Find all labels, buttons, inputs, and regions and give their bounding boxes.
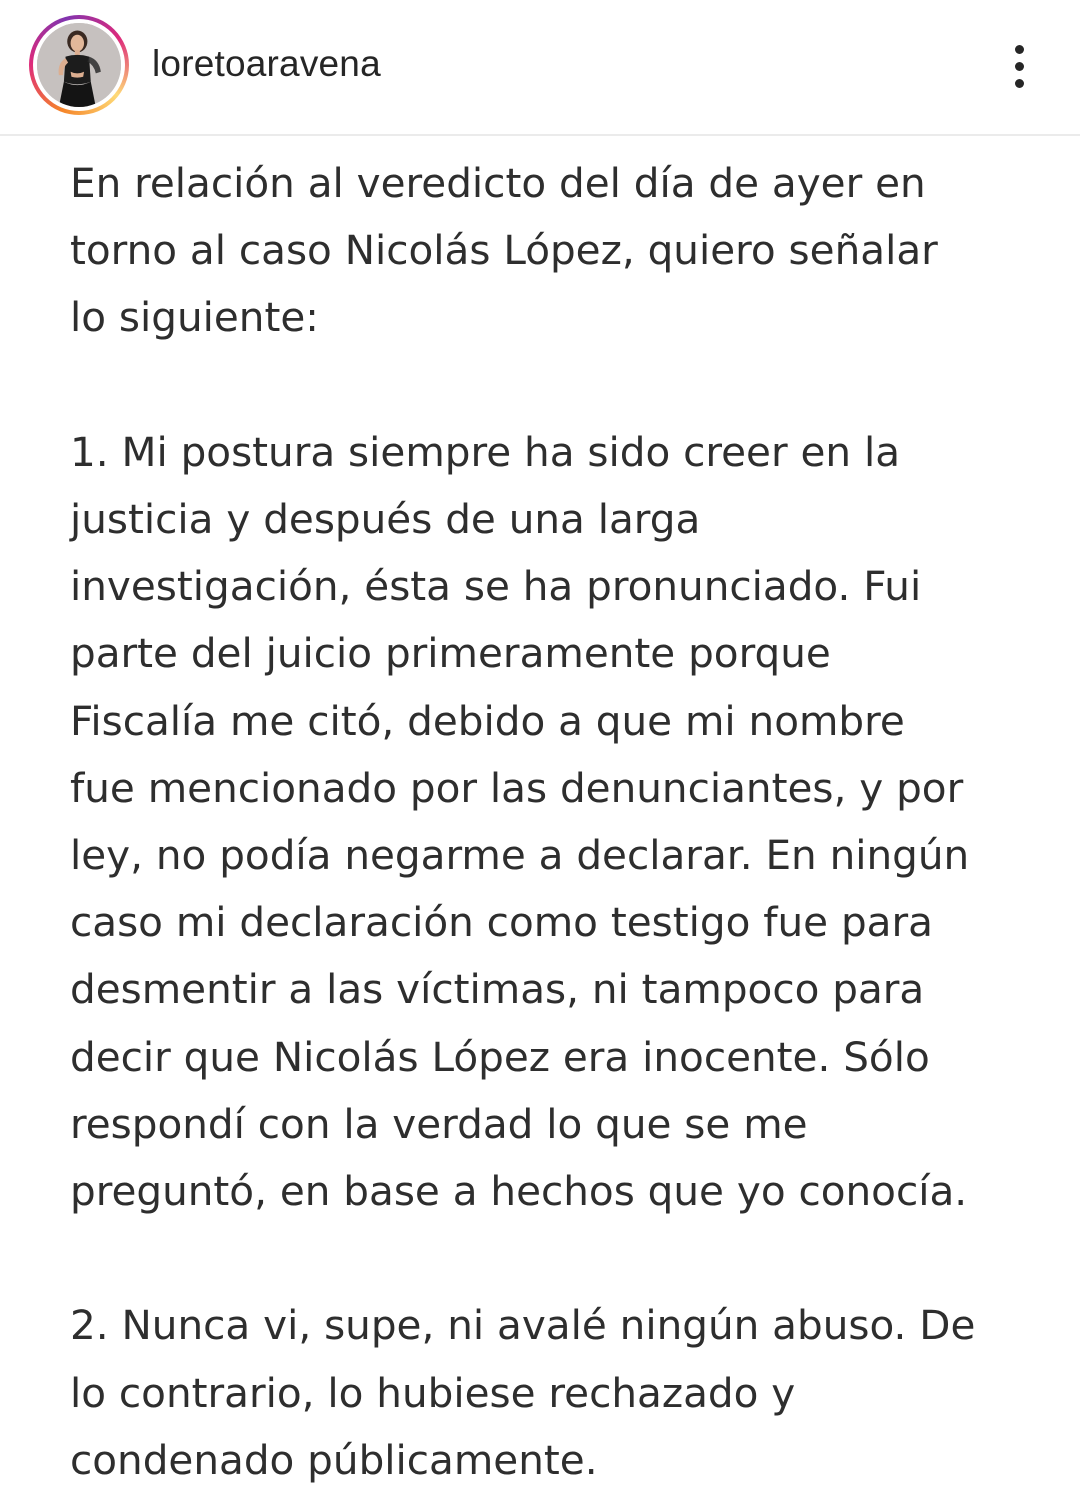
caption-paragraph-point-2 <box>70 1292 1030 1488</box>
more-options-dot <box>1015 45 1024 54</box>
caption-line: lo siguiente: <box>70 293 319 342</box>
post-header <box>0 0 1080 136</box>
caption-line: En relación al veredicto del día de ayer en <box>70 159 926 207</box>
more-options-dot <box>1015 62 1024 71</box>
caption-line: parte del juicio primeramente porque <box>70 629 831 678</box>
caption-line: 2. Nunca vi, supe, ni avalé ningún abuso. De <box>70 1301 976 1350</box>
caption-line: lo contrario, lo hubiese rechazado y <box>70 1368 796 1417</box>
username-link[interactable]: loretoaravena <box>152 41 381 87</box>
caption-line: condenado públicamente. <box>70 1435 598 1484</box>
profile-photo-icon <box>37 23 121 107</box>
caption-paragraph-intro <box>70 150 1030 352</box>
avatar-border <box>33 19 125 111</box>
caption-line: caso mi declaración como testigo fue para <box>70 898 933 947</box>
post-caption <box>70 150 1030 1488</box>
caption-line: investigación, ésta se ha pronunciado. Fui <box>70 562 922 611</box>
caption-line: Fiscalía me citó, debido a que mi nombre <box>70 696 905 745</box>
caption-paragraph-point-1 <box>70 419 1030 1225</box>
avatar[interactable] <box>29 15 129 115</box>
caption-line: desmentir a las víctimas, ni tampoco para <box>70 965 925 1014</box>
caption-line: respondí con la verdad lo que se me <box>70 1099 808 1148</box>
caption-line: justicia y después de una larga <box>70 495 701 543</box>
profile-photo-illustration <box>37 23 121 107</box>
caption-line: ley, no podía negarme a declarar. En ningún <box>70 831 970 880</box>
caption-line: decir que Nicolás López era inocente. Sólo <box>70 1032 930 1081</box>
caption-line: torno al caso Nicolás López, quiero señalar <box>70 226 938 275</box>
caption-line: 1. Mi postura siempre ha sido creer en la <box>70 427 901 476</box>
caption-line: fue mencionado por las denunciantes, y por <box>70 763 964 812</box>
more-options-icon[interactable] <box>996 36 1042 96</box>
more-options-dot <box>1015 79 1024 88</box>
caption-line: preguntó, en base a hechos que yo conocía. <box>70 1167 968 1216</box>
